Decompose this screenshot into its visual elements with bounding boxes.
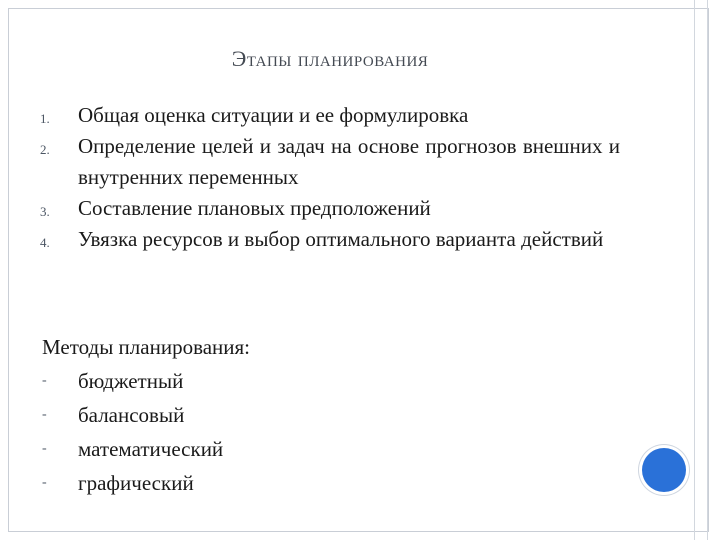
list-item — [42, 364, 562, 398]
methods-heading: Методы планирования: — [42, 335, 251, 359]
decorative-rule — [694, 0, 695, 540]
step-number: 3. — [40, 204, 50, 219]
method-text: математический — [78, 437, 224, 461]
decorative-rule — [707, 0, 708, 540]
planning-steps-list — [40, 100, 620, 255]
bullet-dash: - — [42, 407, 47, 422]
method-text: бюджетный — [78, 369, 184, 393]
decorative-circle-icon — [642, 448, 686, 492]
step-text: Составление плановых предположений — [78, 196, 431, 220]
method-text: балансовый — [78, 403, 185, 427]
step-number: 2. — [40, 142, 50, 157]
step-number: 1. — [40, 111, 50, 126]
step-text: Общая оценка ситуации и ее формулировка — [78, 103, 469, 127]
list-item — [40, 224, 620, 255]
step-number: 4. — [40, 235, 50, 250]
list-item — [42, 432, 562, 466]
method-text: графический — [78, 471, 194, 495]
planning-methods — [42, 330, 562, 500]
slide-title: Этапы планирования — [231, 46, 429, 71]
step-text: Увязка ресурсов и выбор оптимального варианта действий — [78, 227, 604, 251]
bullet-dash: - — [42, 373, 47, 388]
list-item — [40, 131, 620, 193]
list-item — [40, 100, 620, 131]
step-text: Определение целей и задач на основе прогнозов внешних и внутренних переменных — [78, 134, 620, 189]
bullet-dash: - — [42, 441, 47, 456]
list-item — [42, 398, 562, 432]
list-item — [42, 466, 562, 500]
bullet-dash: - — [42, 475, 47, 490]
list-item — [40, 193, 620, 224]
